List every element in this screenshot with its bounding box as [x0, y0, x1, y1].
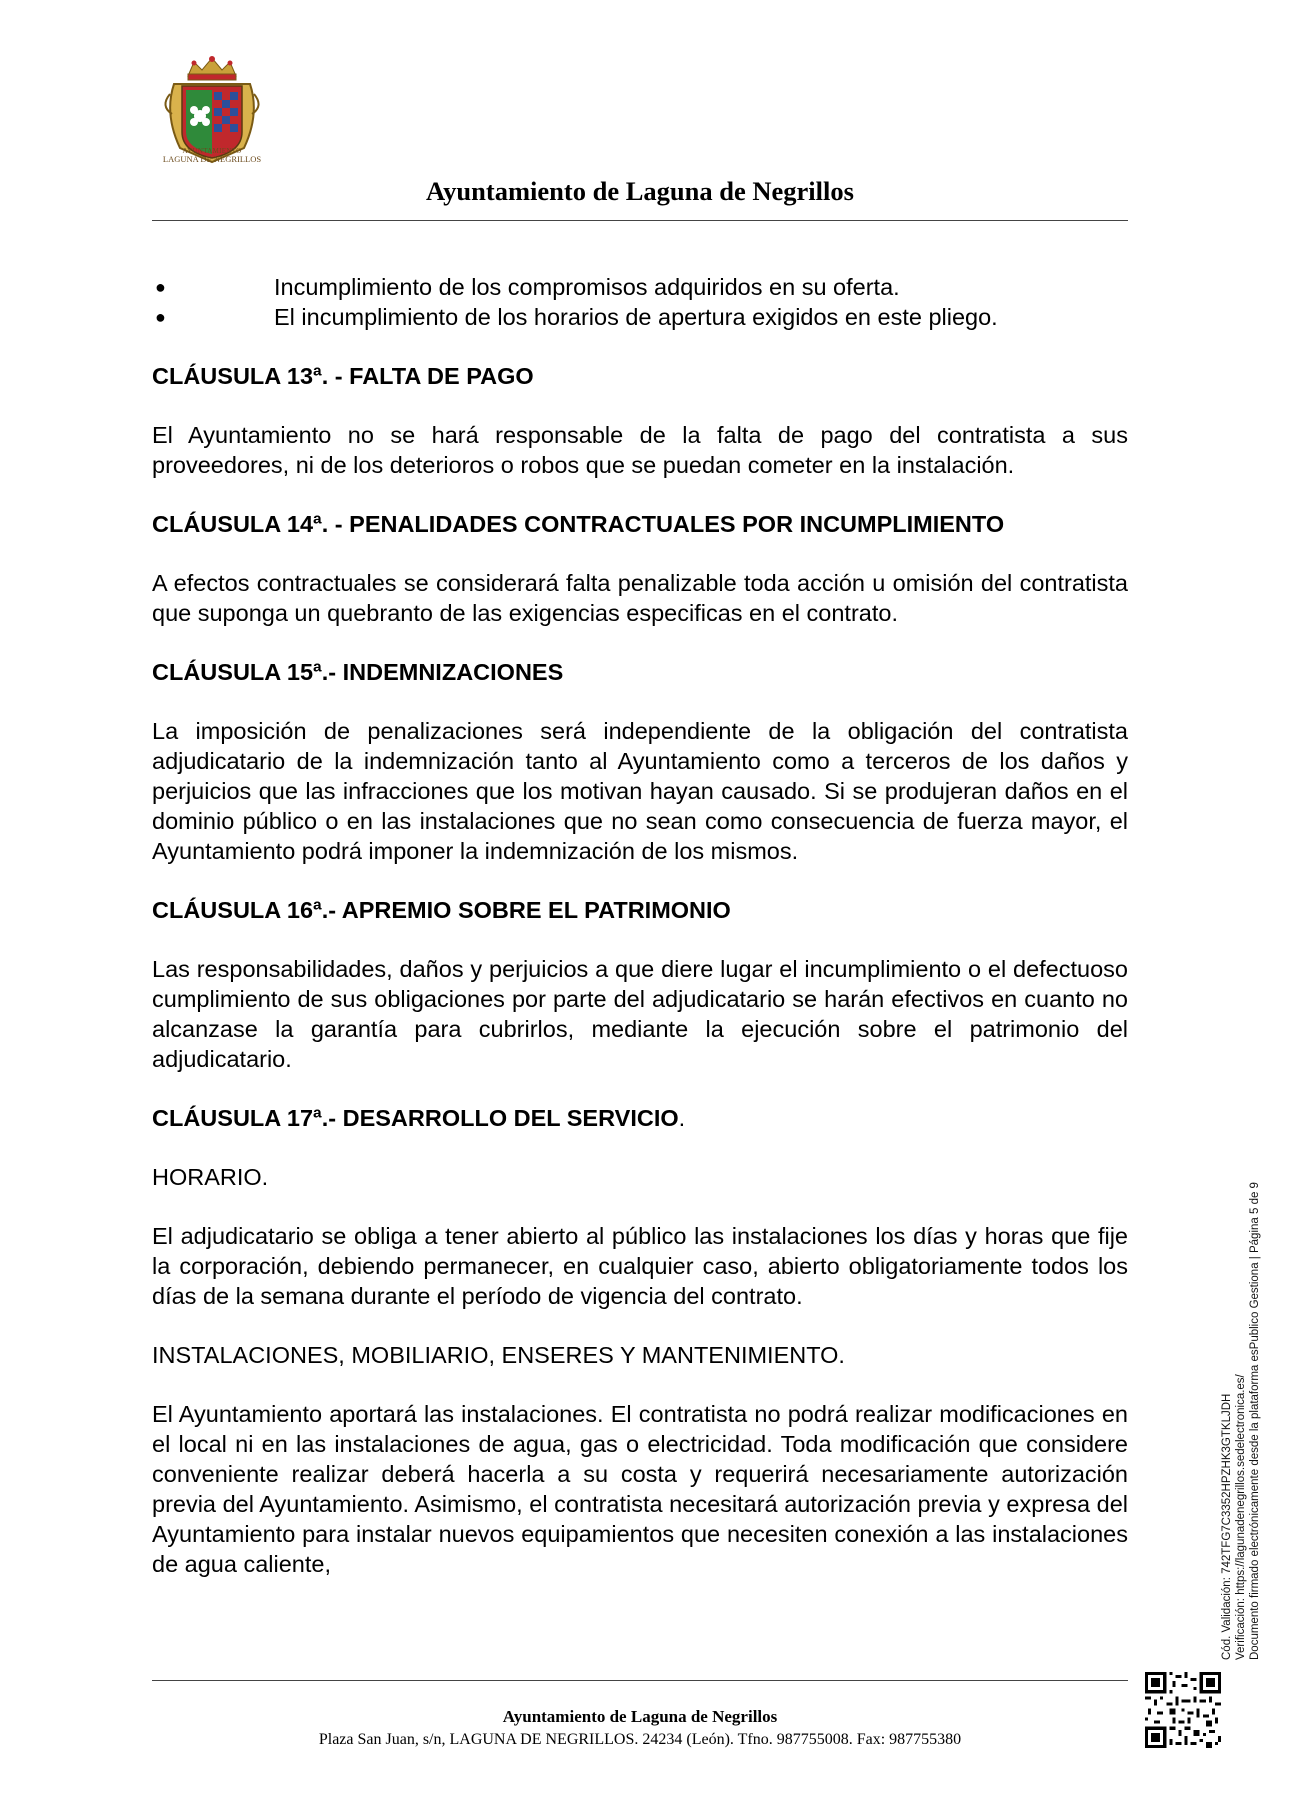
- bullet-dot-icon: ●: [155, 307, 166, 327]
- horario-subheading: HORARIO.: [152, 1164, 269, 1190]
- seal-caption-line2: LAGUNA DE NEGRILLOS: [162, 154, 262, 165]
- signature-platform-note: Documento firmado electrónicamente desde la plataforma esPublico Gestiona | Página 5 de 9: [1249, 1182, 1261, 1660]
- validation-code: Cód. Validación: 742TFG7C3352HPZHK3GTKLJDH: [1221, 1393, 1233, 1660]
- footer-organization: Ayuntamiento de Laguna de Negrillos: [502, 1707, 778, 1726]
- page-header-title: Ayuntamiento de Laguna de Negrillos: [426, 176, 854, 206]
- clause-16-heading: CLÁUSULA 16ª.- APREMIO SOBRE EL PATRIMONIO: [152, 897, 731, 923]
- footer-divider: [152, 1680, 1128, 1681]
- qr-code: [1145, 1672, 1221, 1748]
- bullet-text: El incumplimiento de los horarios de apertura exigidos en este pliego.: [274, 304, 998, 330]
- instalaciones-subheading: INSTALACIONES, MOBILIARIO, ENSERES Y MANTENIMIENTO.: [152, 1342, 845, 1368]
- header-divider: [152, 220, 1128, 221]
- clause-16-text: Las responsabilidades, daños y perjuicios a que diere lugar el incumplimiento o el defectuoso cumplimiento de sus obligaciones por parte del adjudicatario se harán efectivos en cuanto no alcanzase la garantía para cubrirlos, mediante la ejecución sobre el patrimonio del adjudicatario.: [152, 956, 1128, 1072]
- clause-15-text: La imposición de penalizaciones será independiente de la obligación del contratista adjudicatario de la indemnización tanto al Ayuntamiento como a terceros de los daños y perjuicios que las infracciones que los motivan hayan causado. Si se produjeran daños en el dominio público o en las instalaciones que no sean como consecuencia de fuerza mayor, el Ayuntamiento podrá imponer la indemnización de los mismos.: [152, 718, 1128, 864]
- verification-url: Verificación: https://lagunadenegrillos.sedelectronica.es/: [1235, 1374, 1247, 1660]
- bullet-text: Incumplimiento de los compromisos adquiridos en su oferta.: [274, 274, 900, 300]
- clause-17-heading-suffix: .: [678, 1105, 686, 1131]
- clause-13-heading: CLÁUSULA 13ª. - FALTA DE PAGO: [152, 363, 534, 389]
- clause-13-text: El Ayuntamiento no se hará responsable de la falta de pago del contratista a sus proveedores, ni de los deterioros o robos que se puedan cometer en la instalación.: [152, 422, 1128, 478]
- bullet-item: [152, 302, 1128, 332]
- clause-17-heading: [152, 1103, 1128, 1133]
- seal-caption: [142, 148, 282, 164]
- electronic-signature-note: [1220, 1060, 1262, 1660]
- bullet-item: [152, 272, 1128, 302]
- horario-text: El adjudicatario se obliga a tener abierto al público las instalaciones los días y horas que fije la corporación, debiendo permanecer, en cualquier caso, abierto obligatoriamente todos los días de la semana durante el período de vigencia del contrato.: [152, 1223, 1128, 1309]
- footer-address: Plaza San Juan, s/n, LAGUNA DE NEGRILLOS. 24234 (León). Tfno. 987755008. Fax: 987755380: [318, 1731, 962, 1748]
- clause-14-text: A efectos contractuales se considerará falta penalizable toda acción u omisión del contratista que suponga un quebranto de las exigencias especificas en el contrato.: [152, 570, 1128, 626]
- seal-caption-line1: AYUNTAMIENTO: [182, 147, 242, 155]
- bullet-dot-icon: ●: [155, 277, 166, 297]
- clause-17-heading-text: CLÁUSULA 17ª.- DESARROLLO DEL SERVICIO: [152, 1105, 679, 1131]
- instalaciones-text: El Ayuntamiento aportará las instalaciones. El contratista no podrá realizar modificaciones en el local ni en las instalaciones de agua, gas o electricidad. Toda modificación que considere conveniente realizar deberá hacerla a su costa y requerirá necesariamente autorización previa del Ayuntamiento. Asimismo, el contratista necesitará autorización previa y expresa del Ayuntamiento para instalar nuevos equipamientos que necesiten conexión a las instalaciones de agua caliente,: [152, 1401, 1128, 1577]
- document-body: [152, 272, 1128, 1579]
- clause-15-heading: CLÁUSULA 15ª.- INDEMNIZACIONES: [152, 659, 564, 685]
- clause-14-heading: CLÁUSULA 14ª. - PENALIDADES CONTRACTUALES POR INCUMPLIMIENTO: [152, 511, 1005, 537]
